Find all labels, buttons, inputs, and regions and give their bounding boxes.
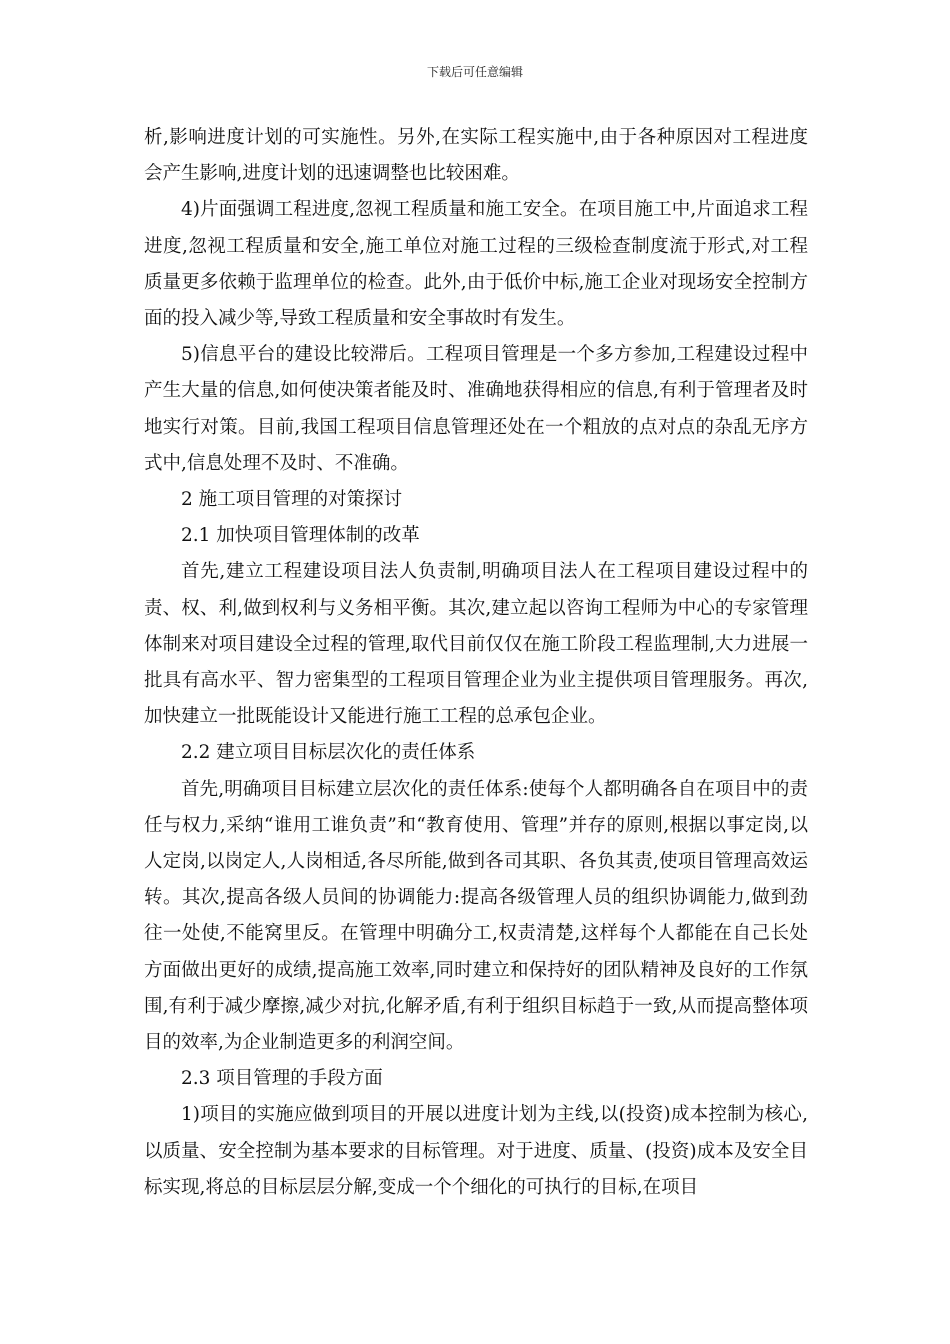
paragraph: 1)项目的实施应做到项目的开展以进度计划为主线,以(投资)成本控制为核心,以质量、安全控制为基本要求的目标管理。对于进度、质量、(投资)成本及安全目标实现,将总的目标层层分解,变成一个个细化的可执行的目标,在项目 bbox=[144, 1104, 808, 1198]
paragraph: 析,影响进度计划的可实施性。另外,在实际工程实施中,由于各种原因对工程进度会产生影响,进度计划的迅速调整也比较困难。 bbox=[144, 127, 808, 185]
paragraph: 4)片面强调工程进度,忽视工程质量和施工安全。在项目施工中,片面追求工程进度,忽视工程质量和安全,施工单位对施工过程的三级检查制度流于形式,对工程质量更多依赖于监理单位的检查。此外,由于低价中标,施工企业对现场安全控制方面的投入减少等,导致工程质量和安全事故时有发生。 bbox=[144, 199, 808, 330]
page-header: 下载后可任意编辑 bbox=[426, 65, 523, 79]
paragraph: 首先,明确项目目标建立层次化的责任体系:使每个人都明确各自在项目中的责任与权力,采纳“谁用工谁负责”和“教育使用、管理”并存的原则,根据以事定岗,以人定岗,以岗定人,人岗相适,各尽所能,做到各司其职、各负其责,使项目管理高效运转。其次,提高各级人员间的协调能力:提高各级管理人员的组织协调能力,做到劲往一处使,不能窝里反。在管理中明确分工,权责清楚,这样每个人都能在自己长处方面做出更好的成绩,提高施工效率,同时建立和保持好的团队精神及良好的工作氛围,有利于减少摩擦,减少对抗,化解矛盾,有利于组织目标趋于一致,从而提高整体项目的效率,为企业制造更多的利润空间。 bbox=[144, 778, 808, 1054]
paragraph: 5)信息平台的建设比较滞后。工程项目管理是一个多方参加,工程建设过程中产生大量的信息,如何使决策者能及时、准确地获得相应的信息,有利于管理者及时地实行对策。目前,我国工程项目信息管理还处在一个粗放的点对点的杂乱无序方式中,信息处理不及时、不准确。 bbox=[144, 344, 808, 474]
body-text bbox=[144, 120, 808, 1206]
subsection-heading: 2.3 项目管理的手段方面 bbox=[181, 1068, 383, 1090]
subsection-heading: 2.2 建立项目目标层次化的责任体系 bbox=[181, 742, 476, 764]
paragraph: 首先,建立工程建设项目法人负责制,明确项目法人在工程项目建设过程中的责、权、利,做到权利与义务相平衡。其次,建立起以咨询工程师为中心的专家管理体制来对项目建设全过程的管理,取代目前仅仅在施工阶段工程监理制,大力进展一批具有高水平、智力密集型的工程项目管理企业为业主提供项目管理服务。再次,加快建立一批既能设计又能进行施工工程的总承包企业。 bbox=[144, 561, 808, 728]
section-heading: 2 施工项目管理的对策探讨 bbox=[181, 489, 403, 511]
subsection-heading: 2.1 加快项目管理体制的改革 bbox=[181, 525, 420, 547]
